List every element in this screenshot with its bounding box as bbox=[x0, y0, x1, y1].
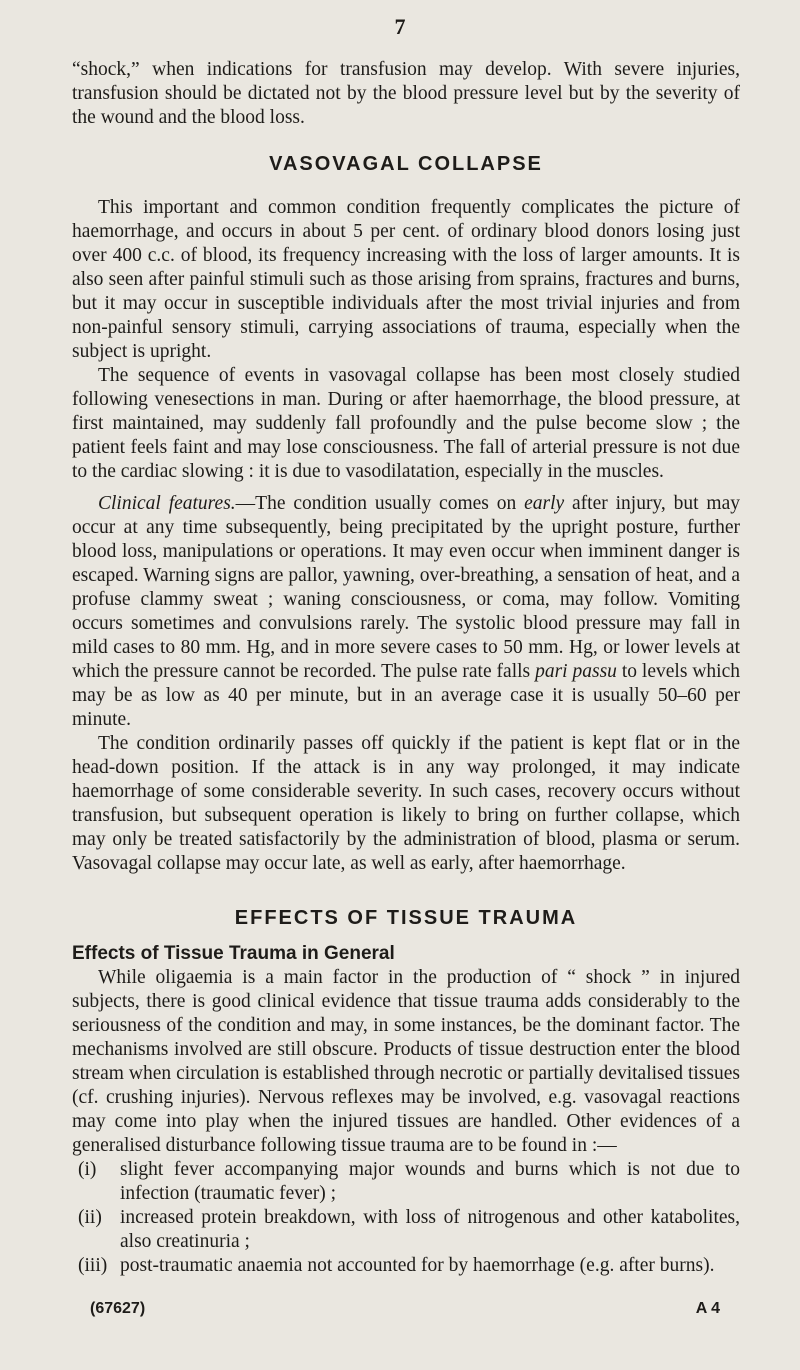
subheading: Effects of Tissue Trauma in General bbox=[72, 943, 395, 964]
list-item-number: (i) bbox=[78, 1159, 97, 1180]
paragraph: While oligaemia is a main factor in the production of “ shock ” in injured subjects, there is good clinical evidence that tissue trauma adds considerably to the seriousness of the condition and may, in some instances, be the dominant factor. The mechanisms involved are still obscure. Products of tissue destruction enter the blood stream when circulation is established through necrotic or partially devitalised tissues (cf. crushing injuries). Nervous reflexes may be involved, e.g. vasovagal reactions may come into play when the injured tissues are handled. Other evidences of a generalised disturbance following tissue trauma are to be found in :— bbox=[72, 967, 740, 1156]
list-item-text: increased protein breakdown, with loss of nitrogenous and other katabolites, also creatinuria ; bbox=[120, 1207, 740, 1252]
page-number: 7 bbox=[394, 14, 406, 39]
clinical-features-paragraph bbox=[72, 492, 740, 732]
clinical-features-label: Clinical features. bbox=[98, 493, 236, 514]
intro-paragraph: “shock,” when indications for transfusion may develop. With severe injuries, transfusion should be dictated not by the blood pressure level but by the severity of the wound and the blood loss. bbox=[72, 59, 740, 128]
list-item-text: slight fever accompanying major wounds and burns which is not due to infection (traumatic fever) ; bbox=[120, 1159, 740, 1204]
list-item bbox=[78, 1254, 740, 1278]
list-item-number: (iii) bbox=[78, 1255, 108, 1276]
paragraph: The condition ordinarily passes off quickly if the patient is kept flat or in the head-down position. If the attack is in any way prolonged, it may indicate haemorrhage of some considerable severity. In such cases, recovery occurs without transfusion, but subsequent operation is likely to bring on further collapse, which may only be treated satisfactorily by the administration of blood, plasma or serum. Vasovagal collapse may occur late, as well as early, after haemorrhage. bbox=[72, 733, 740, 874]
text-run: to levels which may be as low as 40 per minute, but in an average case it is usually 50–60 per minute. bbox=[72, 661, 740, 730]
list-item bbox=[78, 1206, 740, 1254]
effects-list bbox=[72, 1158, 740, 1278]
page-footer bbox=[90, 1300, 720, 1318]
print-code: (67627) bbox=[90, 1300, 146, 1317]
signature-mark: A 4 bbox=[695, 1300, 720, 1317]
list-item-text: post-traumatic anaemia not accounted for by haemorrhage (e.g. after burns). bbox=[120, 1255, 715, 1276]
text-run: —The condition usually comes on bbox=[235, 493, 525, 514]
emphasis: pari passu bbox=[535, 661, 617, 682]
section-heading-tissue-trauma: EFFECTS OF TISSUE TRAUMA bbox=[234, 907, 578, 929]
paragraph: This important and common condition frequently complicates the picture of haemorrhage, and occurs in about 5 per cent. of ordinary blood donors losing just over 400 c.c. of blood, its frequency increasing with the loss of larger amounts. It is also seen after painful stimuli such as those arising from sprains, fractures and burns, but it may occur in susceptible individuals after the most trivial injuries and from non-painful sensory stimuli, carrying associations of trauma, especially when the subject is upright. bbox=[72, 197, 740, 362]
list-item-number: (ii) bbox=[78, 1207, 102, 1228]
list-item bbox=[78, 1158, 740, 1206]
text-run: after injury, but may occur at any time subsequently, being precipitated by the upright posture, further blood loss, manipulations or operations. It may even occur when imminent danger is escaped. Warning signs are pallor, yawning, over-breathing, a sensation of heat, and a profuse clammy sweat ; waning consciousness, or coma, may follow. Vomiting occurs sometimes and convulsions rarely. The systolic blood pressure may fall in mild cases to 80 mm. Hg, and in more severe cases to 50 mm. Hg, or lower levels at which the pressure cannot be recorded. The pulse rate falls bbox=[72, 493, 740, 682]
emphasis: early bbox=[524, 493, 565, 514]
section-heading-vasovagal: VASOVAGAL COLLAPSE bbox=[269, 153, 543, 175]
paragraph: The sequence of events in vasovagal collapse has been most closely studied following venesections in man. During or after haemorrhage, the blood pressure, at first maintained, may suddenly fall profoundly and the pulse become slow ; the patient feels faint and may lose consciousness. The fall of arterial pressure is not due to the cardiac slowing : it is due to vasodilatation, especially in the muscles. bbox=[72, 365, 740, 482]
body-text bbox=[72, 58, 740, 1278]
